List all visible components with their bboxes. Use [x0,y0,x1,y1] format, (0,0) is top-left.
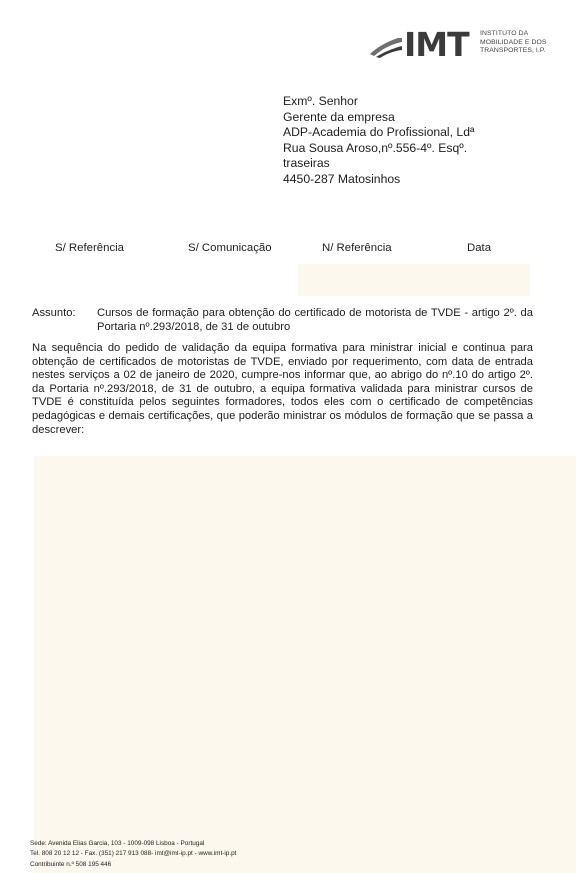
imt-wordmark: IMT [404,26,469,60]
imt-logo-mark [368,26,478,60]
recipient-address [283,94,474,188]
address-line: Exmº. Senhor [283,94,358,108]
address-line: Rua Sousa Aroso,nº.556-4º. Esqº. [283,140,468,155]
institution-line: MOBILIDADE E DOS [480,38,547,46]
footer-address: Sede: Avenida Elias Garcia, 103 - 1009-098 Lisboa - Portugal [30,840,205,847]
subject-text: Cursos de formação para obtenção do certificado de motorista de TVDE - artigo 2º. da Portaria nº.293/2018, de 31 de outubro [97,307,533,333]
address-line: 4450-287 Matosinhos [283,171,401,186]
your-communication-label: S/ Comunicação [188,242,272,254]
address-line: Gerente da empresa [283,109,395,124]
redacted-content-block [34,456,576,873]
redacted-footer-block [450,816,576,873]
date-label: Data [467,242,492,254]
your-reference-label: S/ Referência [55,242,125,254]
institution-line: TRANSPORTES, I.P. [480,47,546,55]
address-line: ADP-Academia do Profissional, Ldª [283,125,475,140]
our-reference-label: N/ Referência [322,242,392,254]
footer-contacts: Tel. 808 20 12 12 - Fax. (351) 217 913 088- imt@imt-ip.pt - www.imt-ip.pt [30,850,237,858]
institution-line: INSTITUTO DA [480,30,529,37]
address-line: traseiras [283,156,330,171]
footer-tax-id: Contribuinte n.º 508 195 446 [30,860,112,868]
imt-logo [368,22,568,62]
institution-name [480,30,547,56]
reference-values-redacted [298,264,530,296]
body-paragraph: Na sequência do pedido de validação da equipa formativa para ministrar inicial e continua para obtenção de certificados de motoristas de TVDE, enviado por requerimento, com data de entrada nestes serviços a 02 de janeiro de 2020, cumpre-nos informar que, ao abrigo do nº.10 do artigo 2º. da Portaria nº.293/2018, de 31 de outubro, a equipa formativa validada para ministrar cursos de TVDE é constituída pelos seguintes formadores, todos eles com o certificado de competências pedagógicas e demais certificações, que poderão ministrar os módulos de formação que se passa a descrever: [32,342,533,436]
subject-label: Assunto: [32,307,76,319]
footer [30,839,236,870]
